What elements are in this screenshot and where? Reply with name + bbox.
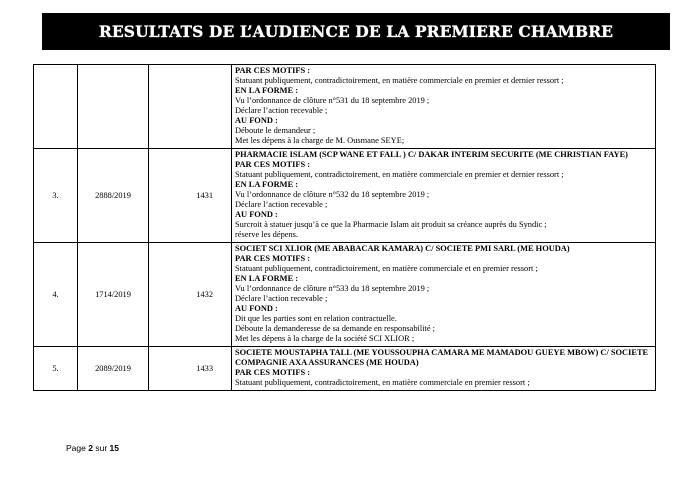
case-row <box>34 149 656 243</box>
page-of-label: sur <box>95 443 108 453</box>
decision-line: Dit que les parties sont en relation contractuelle. <box>235 314 397 323</box>
header-banner <box>42 13 670 50</box>
decision-line: Vu l’ordonnance de clôture n°531 du 18 septembre 2019 ; <box>235 96 430 105</box>
decision-line: Déboute le demandeur ; <box>235 126 316 135</box>
decision-line: Statuant publiquement, contradictoirement, en matière commerciale en premier et dernier ressort ; <box>235 76 564 85</box>
decision-heading: SOCIETE MOUSTAPHA TALL (ME YOUSSOUPHA CAMARA ME MAMADOU GUEYE MBOW) C/ SOCIETE <box>235 348 649 357</box>
case-number <box>34 65 78 149</box>
decision-heading: EN LA FORME : <box>235 86 299 95</box>
case-dossier <box>78 65 149 149</box>
decision-heading: PAR CES MOTIFS : <box>235 160 310 169</box>
decision-line: Met les dépens à la charge de M. Ousmane SEYE; <box>235 136 405 145</box>
rulings-table <box>33 64 656 391</box>
decision-line: Déclare l’action recevable ; <box>235 294 328 303</box>
decision-line: Met les dépens à la charge de la société SCI XLIOR ; <box>235 334 415 343</box>
decision-line: Vu l’ordonnance de clôture n°532 du 18 septembre 2019 ; <box>235 190 430 199</box>
decision-heading: AU FOND : <box>235 116 278 125</box>
page-total: 15 <box>109 443 119 453</box>
case-repertoire: 1431 <box>149 149 232 243</box>
case-repertoire: 1432 <box>149 243 232 347</box>
case-row <box>34 243 656 347</box>
decision-heading: EN LA FORME : <box>235 180 299 189</box>
decision-line: Déclare l’action recevable ; <box>235 200 328 209</box>
case-number: 5. <box>34 347 78 391</box>
case-decision <box>232 243 656 347</box>
decision-line: Surcroit à statuer jusqu’à ce que la Pharmacie Islam ait produit sa créance auprès du Syndic ; <box>235 220 547 229</box>
case-row <box>34 65 656 149</box>
decision-heading: PAR CES MOTIFS : <box>235 66 310 75</box>
case-row <box>34 347 656 391</box>
decision-heading: PHARMACIE ISLAM (SCP WANE ET FALL ) C/ DAKAR INTERIM SECURITE (ME CHRISTIAN FAYE) <box>235 150 628 159</box>
case-dossier: 2888/2019 <box>78 149 149 243</box>
decision-line: Statuant publiquement, contradictoirement, en matière commerciale en premier et dernier ressort ; <box>235 170 564 179</box>
decision-heading: SOCIET SCI XLIOR (ME ABABACAR KAMARA) C/ SOCIETE PMI SARL (ME HOUDA) <box>235 244 570 253</box>
case-decision <box>232 149 656 243</box>
decision-line: Statuant publiquement, contradictoirement, en matière commerciale en premier ressort ; <box>235 378 530 387</box>
case-decision <box>232 65 656 149</box>
decision-line: réserve les dépens. <box>235 230 299 239</box>
decision-heading: EN LA FORME : <box>235 274 299 283</box>
case-repertoire <box>149 65 232 149</box>
decision-heading: AU FOND : <box>235 210 278 219</box>
decision-line: Déclare l’action recevable ; <box>235 106 328 115</box>
case-dossier: 2089/2019 <box>78 347 149 391</box>
decision-heading: PAR CES MOTIFS : <box>235 368 310 377</box>
case-repertoire: 1433 <box>149 347 232 391</box>
decision-heading: COMPAGNIE AXA ASSURANCES (ME HOUDA) <box>235 358 419 367</box>
page-number: 2 <box>88 443 93 453</box>
decision-line: Statuant publiquement, contradictoirement, en matière commerciale et en premier ressort ; <box>235 264 538 273</box>
decision-heading: PAR CES MOTIFS : <box>235 254 310 263</box>
case-number: 4. <box>34 243 78 347</box>
case-decision <box>232 347 656 391</box>
decision-heading: AU FOND : <box>235 304 278 313</box>
page-footer <box>66 443 119 453</box>
decision-line: Vu l’ordonnance de clôture n°533 du 18 septembre 2019 ; <box>235 284 430 293</box>
decision-line: Déboute la demanderesse de sa demande en responsabilité ; <box>235 324 435 333</box>
page-title: RESULTATS DE L’AUDIENCE DE LA PREMIERE CHAMBRE <box>98 22 614 41</box>
case-number: 3. <box>34 149 78 243</box>
page-label: Page <box>66 443 86 453</box>
case-dossier: 1714/2019 <box>78 243 149 347</box>
